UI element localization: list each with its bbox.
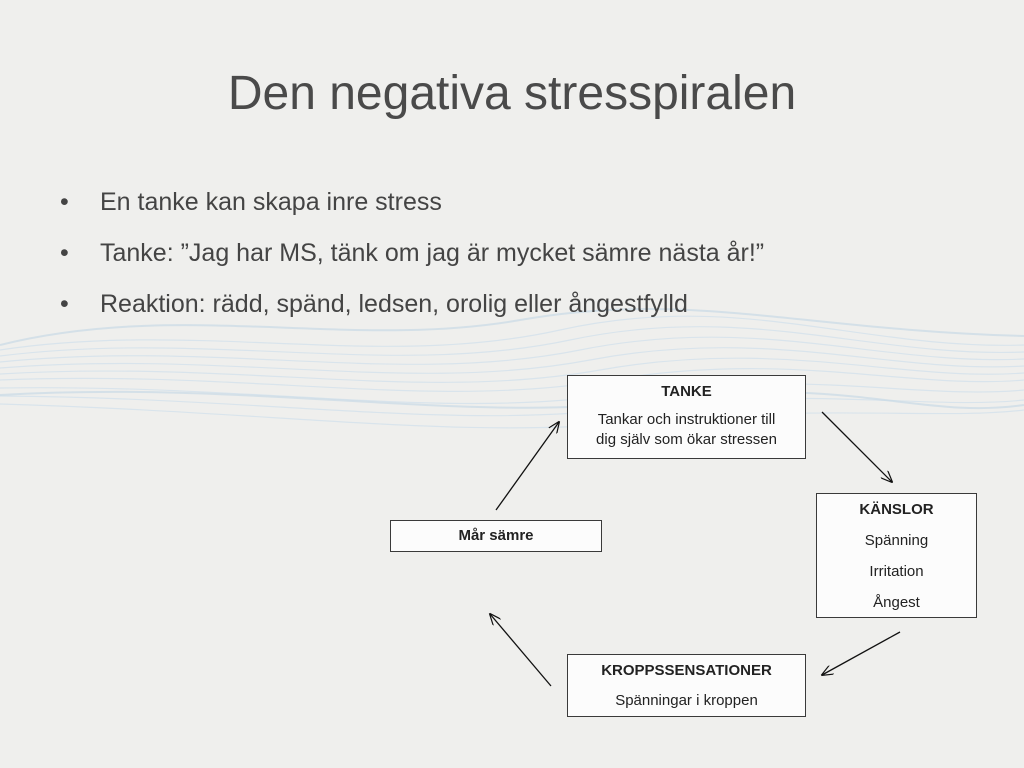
kanslor-line-3: Ångest: [873, 594, 920, 611]
bullet-dot-icon: •: [60, 290, 69, 318]
arrow-kanslor-to-kropp: [822, 632, 900, 675]
arrow-kropp-to-mar: [490, 614, 551, 686]
kropp-line-1: Spänningar i kroppen: [615, 692, 758, 709]
kanslor-line-2: Irritation: [869, 563, 924, 580]
bullet-text: Reaktion: rädd, spänd, ledsen, orolig eller ångestfylld: [100, 290, 688, 318]
mar-samre-heading: Mår sämre: [458, 527, 534, 544]
tanke-line-2: dig själv som ökar stressen: [596, 431, 777, 448]
bullet-dot-icon: •: [60, 239, 69, 267]
bullet-dot-icon: •: [60, 188, 69, 216]
kropp-heading: KROPPSSENSATIONER: [601, 662, 772, 679]
kanslor-heading: KÄNSLOR: [859, 501, 934, 518]
slide-title: Den negativa stresspiralen: [227, 67, 797, 120]
arrow-mar-to-tanke: [496, 422, 559, 510]
bullet-text: Tanke: ”Jag har MS, tänk om jag är mycket sämre nästa år!”: [100, 239, 765, 267]
kanslor-line-1: Spänning: [864, 532, 929, 549]
tanke-heading: TANKE: [661, 383, 712, 400]
tanke-line-1: Tankar och instruktioner till: [597, 411, 776, 428]
bullet-text: En tanke kan skapa inre stress: [100, 188, 442, 216]
arrow-tanke-to-kanslor: [822, 412, 892, 482]
